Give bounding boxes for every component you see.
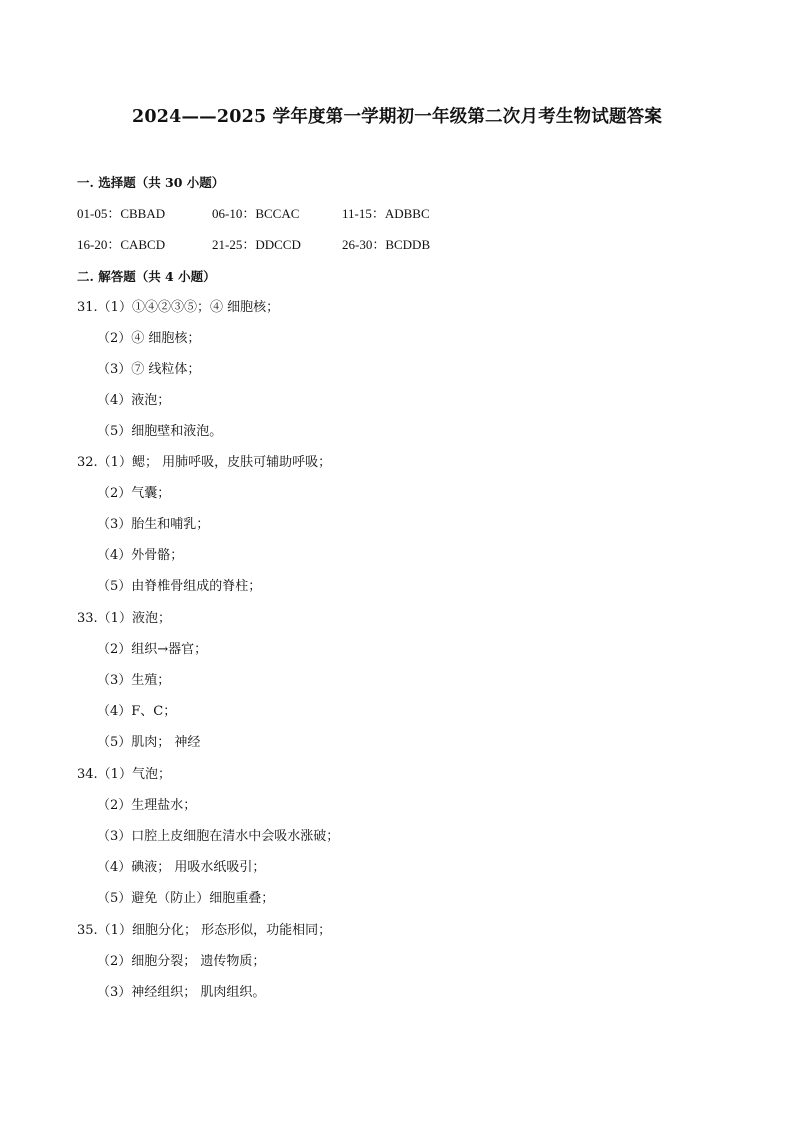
q32-line-3: （3）胎生和哺乳； <box>97 517 210 532</box>
answer-range-26-30: 26-30：BCDDB <box>342 237 431 252</box>
q34-line-4: （4）碘液； 用吸水纸吸引； <box>97 860 266 875</box>
q35-line-1: 35.（1）细胞分化； 形态形似，功能相同； <box>77 923 332 938</box>
answer-range-21-25: 21-25：DDCCD <box>212 237 301 252</box>
q31-line-1: 31.（1）①④②③⑤；④ 细胞核； <box>77 300 280 315</box>
q33-line-4: （4）F、C； <box>97 704 177 719</box>
q32-line-2: （2）气囊； <box>97 486 171 501</box>
q34-line-5: （5）避免（防止）细胞重叠； <box>97 891 275 906</box>
answer-range-16-20: 16-20：CABCD <box>77 237 166 252</box>
q34-line-2: （2）生理盐水； <box>97 798 197 813</box>
q32-line-1: 32.（1）鳃； 用肺呼吸，皮肤可辅助呼吸； <box>77 455 332 470</box>
q33-line-1: 33.（1）液泡； <box>77 611 171 626</box>
q35-line-2: （2）细胞分裂； 遗传物质； <box>97 954 266 969</box>
q32-line-5: （5）由脊椎骨组成的脊柱； <box>97 579 262 594</box>
q33-line-3: （3）生殖； <box>97 673 171 688</box>
q31-line-5: （5）细胞壁和液泡。 <box>97 424 223 439</box>
q34-line-1: 34.（1）气泡； <box>77 767 171 782</box>
answer-range-11-15: 11-15：ADBBC <box>342 206 430 221</box>
q31-line-2: （2）④ 细胞核； <box>97 331 201 346</box>
document-title: 2024——2025 学年度第一学期初一年级第二次月考生物试题答案 <box>131 107 663 127</box>
q33-line-2: （2）组织→器官； <box>97 642 208 657</box>
q34-line-3: （3）口腔上皮细胞在清水中会吸水涨破； <box>97 829 340 844</box>
section-heading-answer: 二. 解答题（共 4 小题） <box>77 269 216 284</box>
answer-range-06-10: 06-10：BCCAC <box>212 206 300 221</box>
answer-range-01-05: 01-05：CBBAD <box>77 206 166 221</box>
q35-line-3: （3）神经组织； 肌肉组织。 <box>97 985 266 1000</box>
q32-line-4: （4）外骨骼； <box>97 548 184 563</box>
section-heading-choice: 一. 选择题（共 30 小题） <box>77 175 225 190</box>
q33-line-5: （5）肌肉； 神经 <box>97 735 201 750</box>
q31-line-4: （4）液泡； <box>97 393 171 408</box>
q31-line-3: （3）⑦ 线粒体； <box>97 362 201 377</box>
